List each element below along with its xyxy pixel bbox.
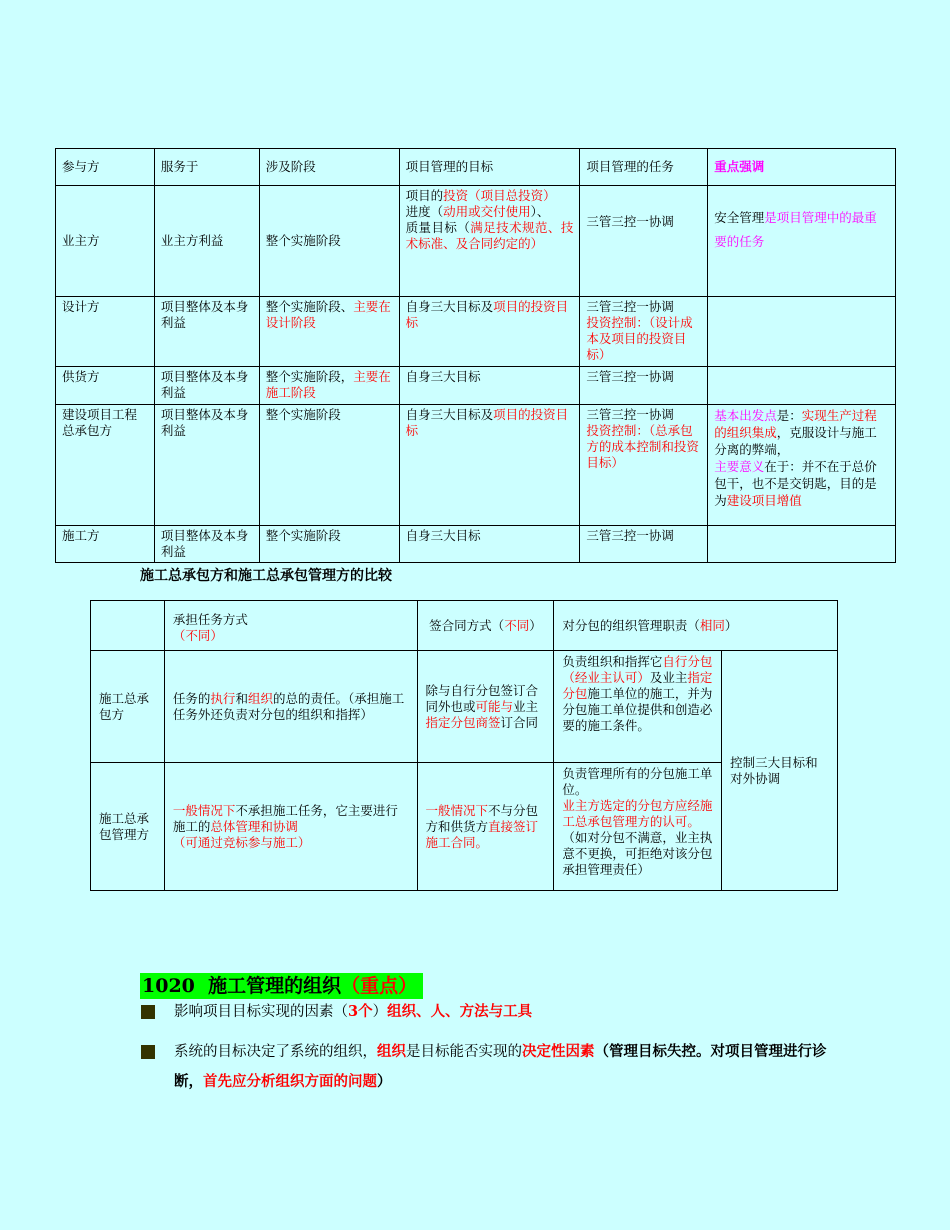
party-cell: 业主方 bbox=[56, 186, 155, 297]
task-cell bbox=[164, 763, 417, 891]
table-header-row bbox=[56, 149, 896, 186]
contract-highlight: 直接签订施工合同。 bbox=[425, 818, 539, 850]
header-text: 签合同方式（ bbox=[429, 617, 505, 633]
bullet-text-part: （管理目标失控。对项目管理进行诊断， bbox=[174, 1043, 827, 1090]
task-text: 和 bbox=[235, 690, 248, 706]
task-highlight: 投资控制：（总承包方的成本控制和投资目标） bbox=[586, 423, 699, 470]
goal-highlight: 项目的投资目标 bbox=[405, 407, 569, 438]
party-cell: 施工总承包管理方 bbox=[91, 763, 165, 891]
contract-highlight: 一般情况下 bbox=[425, 802, 489, 818]
duty-text: 施工单位的施工，并为分包施工单位提供和创造必要的施工条件。 bbox=[562, 686, 713, 733]
goal-highlight: 投资（项目总投资） bbox=[443, 188, 556, 203]
header-cell: 参与方 bbox=[56, 149, 155, 186]
task-text: 三管三控一协调 bbox=[586, 214, 674, 229]
serve-cell: 业主方利益 bbox=[154, 186, 259, 297]
stage-text: 整个实施阶段、 bbox=[265, 299, 354, 314]
stage-cell: 整个实施阶段 bbox=[259, 526, 399, 563]
emphasis-highlight: 是项目管理中的最重要的任务 bbox=[714, 210, 877, 249]
emphasis-highlight: 建设项目增值 bbox=[726, 493, 802, 508]
task-highlight: 总体管理和协调 bbox=[210, 818, 298, 834]
table-row bbox=[56, 367, 896, 405]
bullet-highlight: 组织 bbox=[377, 1043, 406, 1060]
section-number: 1020 bbox=[142, 975, 195, 997]
bullet-text bbox=[174, 1037, 831, 1097]
emphasis-cell bbox=[708, 367, 896, 405]
task-cell bbox=[164, 651, 417, 763]
task-highlight: 一般情况下 bbox=[172, 802, 236, 818]
header-cell: 服务于 bbox=[154, 149, 259, 186]
bullet-text-part: 系统的目标决定了系统的组织， bbox=[174, 1044, 377, 1060]
duty-text: （如对分包不满意，业主执意不更换，可拒绝对该分包承担管理责任） bbox=[562, 830, 713, 877]
header-text: 承担任务方式 bbox=[172, 612, 248, 627]
stage-highlight: 主要在设计阶段 bbox=[265, 299, 391, 330]
stage-cell bbox=[259, 297, 399, 367]
stage-cell: 整个实施阶段 bbox=[259, 186, 399, 297]
bullet-text-part: ） bbox=[372, 1004, 388, 1020]
stage-highlight: 主要在施工阶段 bbox=[265, 369, 391, 400]
goal-text: ） bbox=[530, 236, 544, 251]
duty-highlight: 指定分包 bbox=[562, 670, 713, 701]
duty-highlight: 业主方选定的分包方应经施工总承包管理方的认可。 bbox=[562, 798, 713, 829]
header-cell-empty bbox=[91, 601, 165, 651]
header-cell bbox=[164, 601, 417, 651]
serve-cell: 项目整体及本身利益 bbox=[154, 405, 259, 526]
header-text: ） bbox=[529, 617, 542, 633]
goal-highlight: 项目的投资目标 bbox=[405, 299, 569, 330]
square-bullet-icon bbox=[141, 1045, 155, 1059]
goal-highlight: 动用或交付使用 bbox=[443, 204, 531, 219]
emphasis-text: ，克服设计与施工分离的弊端， bbox=[714, 425, 877, 457]
table-header-row bbox=[91, 601, 838, 651]
goal-text: 质量目标（ bbox=[405, 220, 471, 235]
contract-cell bbox=[417, 651, 554, 763]
table-row bbox=[56, 526, 896, 563]
duty-text: 负责管理所有的分包施工单位。 bbox=[562, 766, 713, 797]
duty-text: 负责组织和指挥它 bbox=[562, 654, 663, 669]
header-cell bbox=[554, 601, 838, 651]
goal-cell: 自身三大目标 bbox=[399, 526, 580, 563]
contract-cell bbox=[417, 763, 554, 891]
table-row bbox=[56, 186, 896, 297]
header-cell: 项目管理的目标 bbox=[399, 149, 580, 186]
task-cell: 三管三控一协调 bbox=[580, 367, 708, 405]
comparison-table-contractors bbox=[90, 600, 838, 891]
task-highlight: （可通过竞标参与施工） bbox=[172, 834, 311, 850]
duty-highlight: 自行分包（经业主认可） bbox=[562, 654, 713, 685]
bullet-highlight: 3个 bbox=[348, 1003, 373, 1020]
header-cell: 项目管理的任务 bbox=[580, 149, 708, 186]
contract-text: 除与自行分包签订合同外也或 bbox=[425, 682, 539, 714]
goal-text: ）、 bbox=[530, 204, 550, 219]
bullet-highlight: 决定性因素 bbox=[522, 1043, 595, 1060]
goal-text: 项目的 bbox=[405, 188, 444, 203]
header-highlight: （不同） bbox=[172, 628, 223, 643]
emphasis-cell bbox=[708, 186, 896, 297]
goal-cell bbox=[399, 405, 580, 526]
emphasis-text: 安全管理 bbox=[714, 210, 765, 225]
party-cell: 建设项目工程总承包方 bbox=[56, 405, 155, 526]
task-cell bbox=[580, 297, 708, 367]
contract-highlight: 指定分包商签 bbox=[425, 714, 501, 730]
contract-highlight: 可能与 bbox=[475, 698, 514, 714]
stage-text: 整个实施阶段， bbox=[265, 369, 354, 384]
table-row bbox=[56, 405, 896, 526]
section-tag: （重点） bbox=[341, 975, 418, 997]
goal-cell: 自身三大目标 bbox=[399, 367, 580, 405]
emphasis-cell bbox=[708, 405, 896, 526]
bullet-text-part: 是目标能否实现的 bbox=[406, 1044, 522, 1060]
bullet-item bbox=[141, 997, 841, 1027]
contract-text: 业主 bbox=[513, 698, 539, 714]
bullet-highlight: 组织、人、方法与工具 bbox=[387, 1003, 533, 1020]
header-cell bbox=[417, 601, 554, 651]
task-cell bbox=[580, 186, 708, 297]
task-highlight: 组织 bbox=[247, 690, 273, 706]
task-cell bbox=[580, 405, 708, 526]
task-text: 的总的责任。（承担施工任务外还负责对分包的组织和指挥） bbox=[172, 690, 405, 722]
emphasis-cell bbox=[708, 526, 896, 563]
table-caption: 施工总承包方和施工总承包管理方的比较 bbox=[140, 568, 392, 584]
contract-text: 不与分包方和供货方 bbox=[425, 802, 539, 834]
party-cell: 设计方 bbox=[56, 297, 155, 367]
stage-cell bbox=[259, 367, 399, 405]
header-cell-emphasis: 重点强调 bbox=[708, 149, 896, 186]
section-title bbox=[140, 973, 423, 999]
duty-cell bbox=[554, 651, 722, 763]
duty-cell bbox=[554, 763, 722, 891]
task-highlight: 投资控制：（设计成本及项目的投资目标） bbox=[586, 315, 693, 362]
serve-cell: 项目整体及本身利益 bbox=[154, 526, 259, 563]
bullet-item bbox=[141, 1037, 831, 1097]
shared-duty-cell: 控制三大目标和对外协调 bbox=[722, 651, 838, 891]
party-cell: 施工方 bbox=[56, 526, 155, 563]
header-cell: 涉及阶段 bbox=[259, 149, 399, 186]
emphasis-highlight: 实现生产过程的组织集成 bbox=[714, 408, 877, 440]
goal-highlight: 满足技术规范、技术标准、及合同约定的 bbox=[405, 220, 574, 251]
goal-text: 自身三大目标及 bbox=[405, 299, 494, 314]
goal-text: 自身三大目标及 bbox=[405, 407, 494, 422]
bullet-text-part: 影响项目目标实现的因素（ bbox=[174, 1004, 348, 1020]
emphasis-highlight: 主要意义 bbox=[714, 459, 765, 474]
emphasis-highlight: 基本出发点 bbox=[714, 408, 777, 423]
header-highlight: 不同 bbox=[504, 617, 530, 633]
duty-text: 及业主 bbox=[649, 670, 688, 685]
emphasis-text: 在于：并不在于总价包干，也不是交钥匙，目的是为 bbox=[714, 459, 877, 508]
contract-text: 订合同 bbox=[500, 714, 539, 730]
header-text: ） bbox=[724, 617, 738, 633]
bullet-text-part: ） bbox=[377, 1073, 392, 1090]
stage-cell: 整个实施阶段 bbox=[259, 405, 399, 526]
square-bullet-icon bbox=[141, 1005, 155, 1019]
task-text: 三管三控一协调 bbox=[586, 407, 674, 422]
comparison-table-parties bbox=[55, 148, 896, 563]
bullet-text bbox=[174, 997, 841, 1027]
task-cell: 三管三控一协调 bbox=[580, 526, 708, 563]
goal-cell bbox=[399, 186, 580, 297]
section-heading: 施工管理的组织 bbox=[208, 975, 342, 997]
emphasis-cell bbox=[708, 297, 896, 367]
serve-cell: 项目整体及本身利益 bbox=[154, 367, 259, 405]
table-row bbox=[91, 651, 838, 763]
bullet-highlight: 首先应分析组织方面的问题 bbox=[203, 1073, 377, 1090]
header-highlight: 相同 bbox=[699, 617, 725, 633]
task-highlight: 执行 bbox=[210, 690, 236, 706]
party-cell: 供货方 bbox=[56, 367, 155, 405]
party-cell: 施工总承包方 bbox=[91, 651, 165, 763]
task-text: 任务的 bbox=[172, 690, 211, 706]
task-text: 不承担施工任务，它主要进行施工的 bbox=[172, 802, 398, 834]
serve-cell: 项目整体及本身利益 bbox=[154, 297, 259, 367]
goal-text: 进度（ bbox=[405, 204, 444, 219]
task-text: 三管三控一协调 bbox=[586, 299, 674, 314]
goal-cell bbox=[399, 297, 580, 367]
emphasis-text: 是： bbox=[776, 408, 802, 423]
table-row bbox=[56, 297, 896, 367]
header-text: 对分包的组织管理职责（ bbox=[562, 617, 700, 633]
